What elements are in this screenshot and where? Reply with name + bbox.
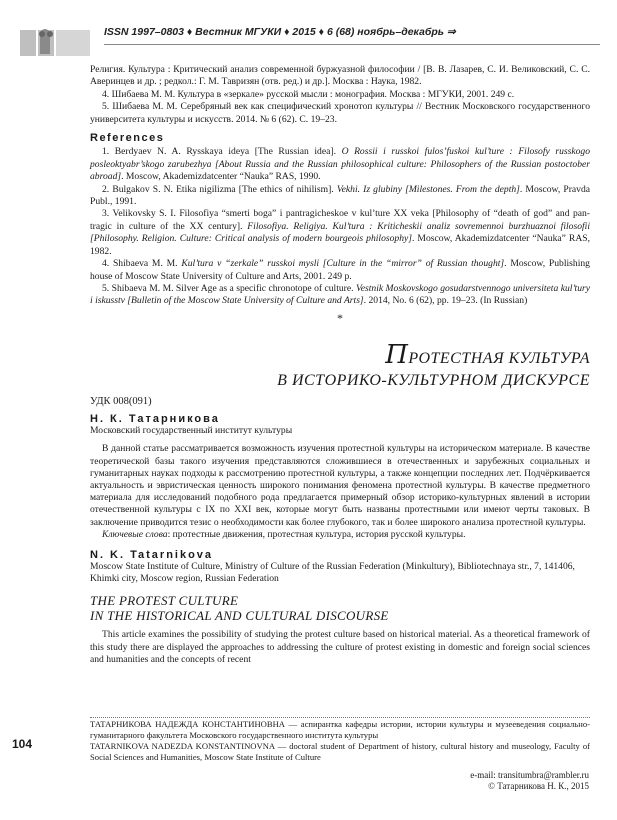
abstract-en: This article examines the possibility of studying the protest culture based on historical material. As a theoretical framework of this study there are displayed the approaches to addressing the culture of protest existing in domestic and foreign social sciences and humanities and the concepts of recent	[90, 629, 590, 665]
title-en-line-2: IN THE HISTORICAL AND CULTURAL DISCOURSE	[90, 608, 389, 624]
en-ref-3: 3. Velikovsky S. I. Filosofiya “smerti boga” i pantragicheskoe v kul’ture XX veka [Philosophy of “death of god” and pan-tragic in culture of the XX century]. Filosofiya. Religiya. Kul’tura : Kriticheskii analiz sovremennoi burzhuaznoi filosofii [Philosophy. Religion. Culture: Critical analysis of modern bourgeois philosophy]. Moscow, Akademizdatcenter “Nauka” RAS, 1982.	[90, 208, 590, 257]
title-en-line-1: THE PROTEST CULTURE	[90, 593, 239, 609]
article-title-en	[90, 593, 590, 623]
abstract-ru: В данной статье рассматривается возможность изучения протестной культуры на историческом материале. В качестве теоретической базы такого изучения представляются сложившиеся в отечественных и зарубежных социальных и гуманитарных науках подходы к рассмотрению протестной культуры, а также концепции последних лет. Подчёркивается актуальность и эвристическая ценность широкого понимания феномена протестной культуры. В качестве предметного материала для исследований подобного рода предлагается примерный обзор историко-культурных явлений в истории отечественной культуры с IX по XXI век, которые могут быть названы протестными или имеют черты таковых. В заключение приводится тезис о необходимости как более глубокого, так и более широкого анализа протестной культуры. Ключевые слова: протестные движения, протестная культура, история русской культуры.	[90, 443, 590, 540]
en-ref-5: 5. Shibaeva M. M. Silver Age as a specific chronotope of culture. Vestnik Moskovskogo gosudarstvennogo universiteta kul’tury i iskusstv [Bulletin of the Moscow State University of Culture and Arts]. 2014, No. 6 (62), pp. 19–23. (In Russian)	[90, 282, 590, 307]
affiliation-en: Moscow State Institute of Culture, Ministry of Culture of the Russian Federation (Minkultury), Bibliotechnaya str., 7, 141406, Khimki city, Moscow region, Russian Federation	[90, 561, 575, 585]
copyright-text: © Татарникова Н. К., 2015	[488, 781, 589, 791]
russian-references-continued	[90, 64, 590, 126]
author-name-ru: Н. К. Татарникова	[90, 412, 220, 425]
email-text: e-mail: transitumbra@rambler.ru	[470, 770, 589, 780]
en-ref-2: 2. Bulgakov S. N. Etika nigilizma [The ethics of nihilism]. Vekhi. Iz glubiny [Milestones. From the depth]. Moscow, Pravda Publ., 1991.	[90, 183, 590, 208]
affiliation-ru: Московский государственный институт культуры	[90, 424, 293, 436]
section-separator: *	[337, 310, 343, 325]
ru-ref-4: 4. Шибаева М. М. Культура в «зеркале» русской мысли : монография. Москва : МГУКИ, 2001. 249 с.	[102, 88, 515, 100]
en-ref-1: 1. Berdyaev N. A. Rysskaya ideya [The Russian idea]. O Rossii i russkoi fulos’fuskoi kul’ture : Filosofy russkogo posleoktyabr’skogo zarubezhya [About Russia and the Russian philosophical culture: Philosophers of the Russian postoctober abroad]. Moscow, Akademizdatcenter “Nauka” RAS, 1990.	[90, 146, 590, 183]
footnote-ru: ТАТАРНИКОВА НАДЕЖДА КОНСТАНТИНОВНА — аспирантка кафедры истории, истории культуры и музееведения социально-гуманитарного факультета Московского государственного института культуры	[90, 719, 590, 740]
author-name-en: N. K. Tatarnikova	[90, 548, 214, 561]
author-footnote	[90, 719, 590, 763]
title-line-1: ПРОТЕСТНАЯ КУЛЬТУРА	[385, 340, 590, 371]
keywords-text: : протестные движения, протестная культура, история русской культуры.	[167, 528, 466, 540]
footnote-en: TATARNIKOVA NADEZDA KONSTANTINOVNA — doctoral student of Department of history, cultural history and museology, Faculty of Social Sciences and Humanities, Moscow State Institute of Culture	[90, 741, 590, 762]
page-content	[90, 64, 590, 666]
footnote-divider	[90, 717, 590, 718]
keywords-label: Ключевые слова	[102, 528, 168, 540]
page-header	[20, 22, 600, 60]
title-line-2: В ИСТОРИКО-КУЛЬТУРНОМ ДИСКУРСЕ	[277, 372, 590, 390]
references-heading: References	[90, 132, 165, 145]
journal-header-title: ISSN 1997–0803 ♦ Вестник МГУКИ ♦ 2015 ♦ 6 (68) ноябрь–декабрь ⇒	[104, 26, 456, 38]
page-number: 104	[12, 737, 33, 751]
header-rule	[104, 44, 600, 45]
contact-block	[470, 770, 589, 792]
en-ref-4: 4. Shibaeva M. M. Kul’tura v “zerkale” russkoi mysli [Culture in the “mirror” of Russian thought]. Moscow, Publishing house of Moscow State University of Culture and Arts, 2001. 249 p.	[90, 258, 590, 282]
ru-ref-3-cont: Религия. Культура : Критический анализ современной буржуазной философии / [В. В. Лазарев, С. И. Великовский, С. С. Аверинцев и др. ; редкол.: Г. М. Тавризян (отв. ред.) и др.]. Москва : Наука, 1982.	[90, 64, 590, 88]
ru-ref-5: 5. Шибаева М. М. Серебряный век как специфический хронотоп культуры // Вестник Московского государственного университета культуры и искусств. 2014. № 6 (62). С. 19–23.	[90, 101, 590, 125]
journal-logo-icon	[20, 22, 90, 58]
udk-code: УДК 008(091)	[90, 396, 152, 408]
article-title-ru	[90, 340, 590, 392]
english-references	[90, 146, 590, 307]
